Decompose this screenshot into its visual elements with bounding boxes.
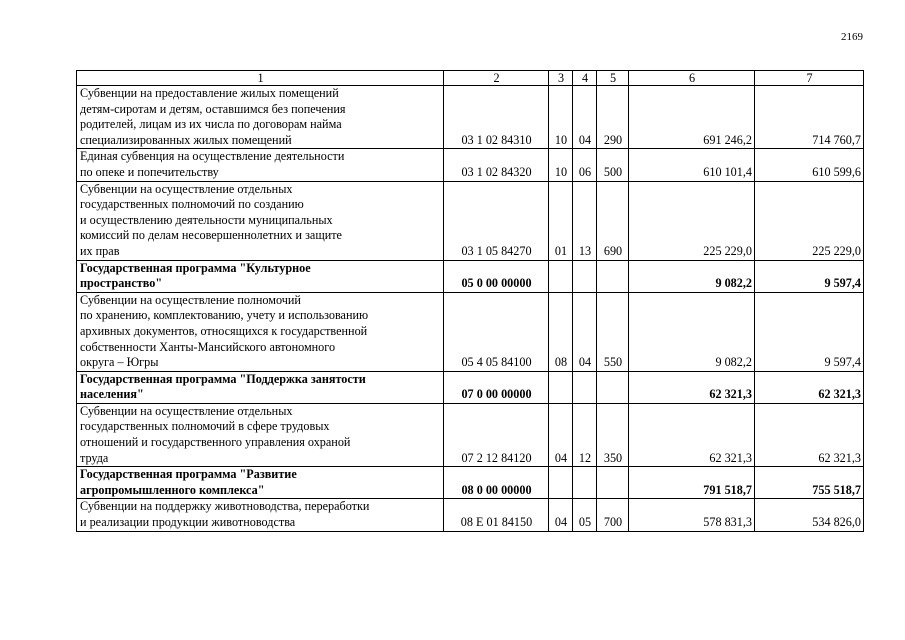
description-line: собственности Ханты-Мансийского автономного [80,339,336,354]
row-subsection: 06 [573,149,597,181]
row-amount-2: 9 597,4 [755,292,864,371]
row-code: 08 0 00 00000 [444,467,549,499]
row-expense-type: 290 [597,86,629,149]
row-amount-1: 225 229,0 [629,181,755,260]
row-code: 08 Е 01 84150 [444,499,549,531]
row-amount-2: 534 826,0 [755,499,864,531]
description-line: Субвенции на осуществление отдельных [80,181,293,196]
description-line: детям-сиротам и детям, оставшимся без попечения [80,101,346,116]
description-line: специализированных жилых помещений [80,132,292,147]
row-section [549,260,573,292]
description-line: по хранению, комплектованию, учету и использованию [80,308,369,323]
description-line: государственных полномочий в сфере трудовых [80,419,330,434]
column-header: 6 [629,71,755,86]
table-row [77,467,864,499]
row-amount-2: 610 599,6 [755,149,864,181]
row-section: 10 [549,86,573,149]
row-description [77,467,444,499]
row-subsection [573,371,597,403]
row-amount-1: 610 101,4 [629,149,755,181]
row-section: 01 [549,181,573,260]
description-line: Субвенции на осуществление полномочий [80,292,301,307]
row-amount-1: 62 321,3 [629,403,755,466]
row-expense-type: 700 [597,499,629,531]
description-line: Субвенции на предоставление жилых помещений [80,86,339,100]
description-line: и осуществлению деятельности муниципальных [80,212,333,227]
row-subsection [573,260,597,292]
table-row [77,403,864,466]
row-expense-type: 500 [597,149,629,181]
row-amount-2: 9 597,4 [755,260,864,292]
row-expense-type [597,467,629,499]
row-amount-1: 9 082,2 [629,292,755,371]
row-section: 10 [549,149,573,181]
row-amount-2: 225 229,0 [755,181,864,260]
description-line: по опеке и попечительству [80,164,219,179]
table-row [77,181,864,260]
table-row [77,260,864,292]
row-expense-type [597,371,629,403]
row-subsection: 04 [573,86,597,149]
row-amount-1: 62 321,3 [629,371,755,403]
row-subsection: 13 [573,181,597,260]
row-description [77,403,444,466]
row-subsection: 12 [573,403,597,466]
row-subsection: 05 [573,499,597,531]
row-description [77,499,444,531]
row-code: 05 4 05 84100 [444,292,549,371]
description-line: Государственная программа "Развитие [80,467,297,482]
row-section: 04 [549,403,573,466]
row-section: 08 [549,292,573,371]
column-header: 3 [549,71,573,86]
row-subsection: 04 [573,292,597,371]
row-amount-2: 62 321,3 [755,371,864,403]
table-row [77,292,864,371]
column-header: 1 [77,71,444,86]
row-subsection [573,467,597,499]
row-amount-1: 578 831,3 [629,499,755,531]
table-row [77,371,864,403]
description-line: округа – Югры [80,355,159,370]
row-code: 03 1 02 84310 [444,86,549,149]
table-row [77,86,864,149]
description-line: родителей, лицам из их числа по договорам найма [80,117,342,132]
column-header: 2 [444,71,549,86]
row-description [77,292,444,371]
description-line: труда [80,450,109,465]
description-line: комиссий по делам несовершеннолетних и защите [80,228,342,243]
description-line: агропромышленного комплекса" [80,482,265,497]
row-amount-1: 791 518,7 [629,467,755,499]
description-line: государственных полномочий по созданию [80,197,304,212]
description-line: архивных документов, относящихся к государственной [80,323,368,338]
row-amount-2: 62 321,3 [755,403,864,466]
description-line: отношений и государственного управления охраной [80,435,351,450]
page-number: 2169 [841,31,863,43]
description-line: Государственная программа "Культурное [80,260,311,275]
row-description [77,86,444,149]
row-description [77,181,444,260]
description-line: пространство" [80,276,163,291]
row-code: 07 0 00 00000 [444,371,549,403]
row-amount-1: 9 082,2 [629,260,755,292]
row-description [77,149,444,181]
row-section [549,371,573,403]
row-code: 07 2 12 84120 [444,403,549,466]
table-row [77,499,864,531]
column-header: 7 [755,71,864,86]
row-code: 03 1 02 84320 [444,149,549,181]
table-header-row [77,71,864,86]
row-amount-1: 691 246,2 [629,86,755,149]
description-line: их прав [80,243,120,258]
column-header: 4 [573,71,597,86]
description-line: и реализации продукции животноводства [80,515,296,530]
row-expense-type [597,260,629,292]
row-expense-type: 690 [597,181,629,260]
table-row [77,149,864,181]
row-description [77,371,444,403]
description-line: Единая субвенция на осуществление деятельности [80,149,345,164]
description-line: Субвенции на осуществление отдельных [80,403,293,418]
row-code: 05 0 00 00000 [444,260,549,292]
row-expense-type: 550 [597,292,629,371]
row-description [77,260,444,292]
description-line: населения" [80,387,144,402]
row-amount-2: 714 760,7 [755,86,864,149]
row-code: 03 1 05 84270 [444,181,549,260]
description-line: Субвенции на поддержку животноводства, переработки [80,499,370,514]
row-amount-2: 755 518,7 [755,467,864,499]
row-section [549,467,573,499]
budget-table [76,70,864,532]
row-expense-type: 350 [597,403,629,466]
description-line: Государственная программа "Поддержка занятости [80,371,366,386]
row-section: 04 [549,499,573,531]
column-header: 5 [597,71,629,86]
